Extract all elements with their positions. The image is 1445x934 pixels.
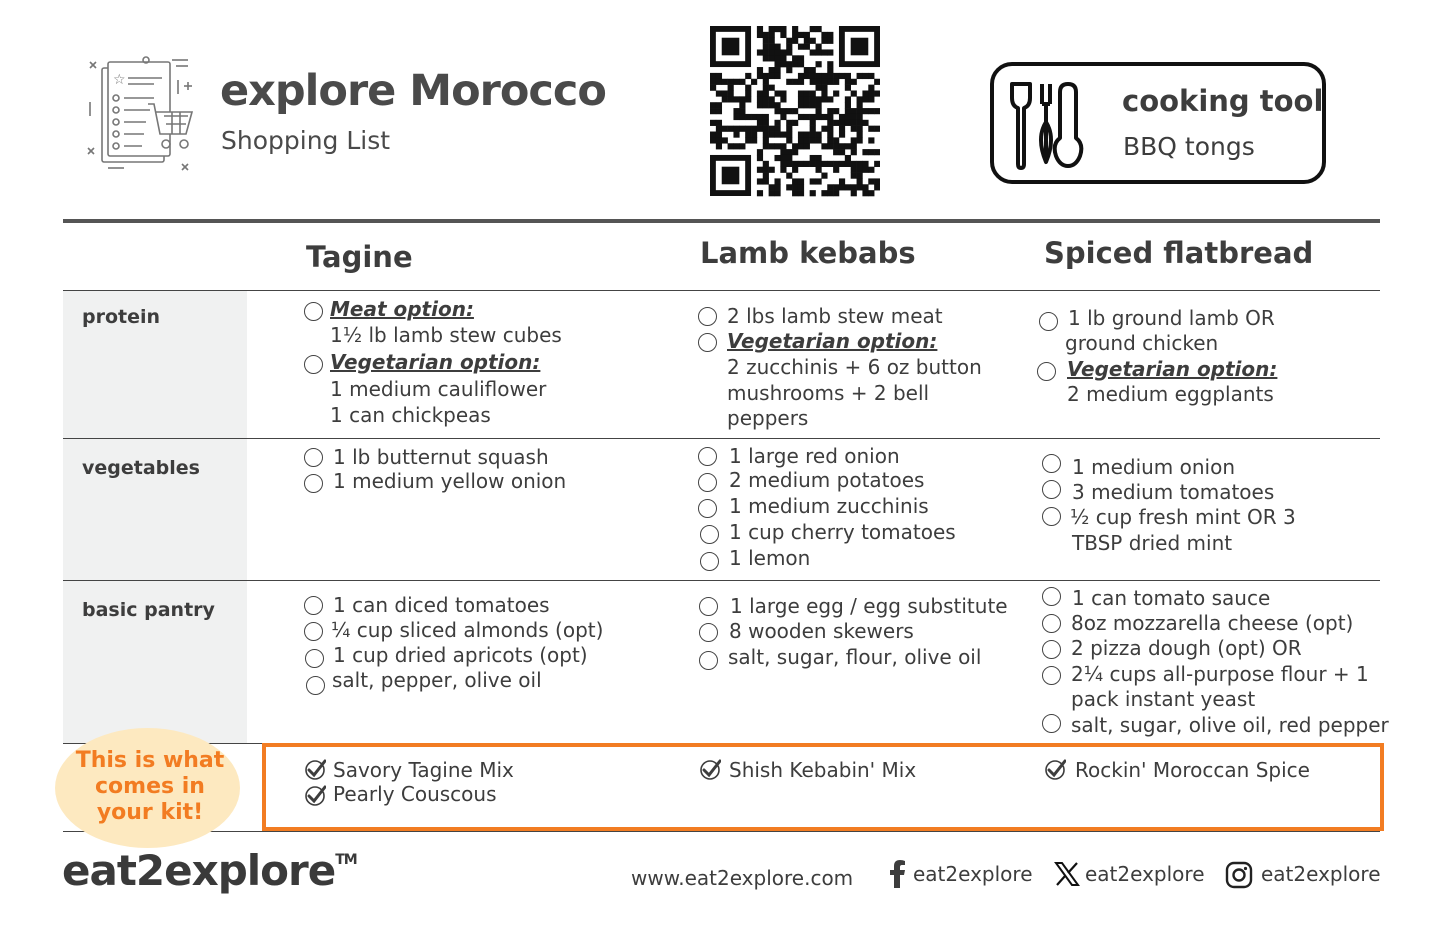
list-item: 1 large red onion — [729, 444, 900, 468]
kit-bubble-text: This is what comes in your kit! — [75, 748, 225, 825]
check-icon — [304, 785, 326, 807]
list-item: 2 pizza dough (opt) OR — [1071, 636, 1302, 660]
column-header-tagine: Tagine — [306, 240, 413, 274]
list-item: peppers — [727, 406, 809, 430]
list-item: 1 lb ground lamb OR — [1068, 306, 1275, 330]
check-icon — [699, 759, 721, 781]
list-item: Meat option: — [330, 297, 474, 321]
checkbox-circle[interactable] — [699, 623, 718, 642]
facebook-link[interactable]: eat2explore — [913, 862, 1033, 886]
checkbox-circle[interactable] — [305, 649, 324, 668]
checkbox-circle[interactable] — [699, 651, 718, 670]
list-item: 8 wooden skewers — [729, 619, 914, 643]
checkbox-circle[interactable] — [699, 597, 718, 616]
checkbox-circle[interactable] — [700, 552, 719, 571]
kit-item: Savory Tagine Mix — [333, 758, 514, 782]
checkbox-circle[interactable] — [1042, 454, 1061, 473]
list-item: Vegetarian option: — [727, 329, 938, 353]
qr-code[interactable] — [710, 26, 880, 198]
list-item: 2 medium potatoes — [729, 468, 925, 492]
x-link[interactable]: eat2explore — [1085, 862, 1205, 886]
checkbox-circle[interactable] — [1042, 640, 1061, 659]
row-divider — [63, 580, 1380, 581]
list-item: TBSP dried mint — [1072, 531, 1233, 555]
x-icon — [1054, 862, 1080, 886]
page-title: explore Morocco — [220, 66, 606, 116]
checkbox-circle[interactable] — [698, 499, 717, 518]
checkbox-circle[interactable] — [304, 622, 323, 641]
check-icon — [1044, 759, 1066, 781]
list-item: 1 can chickpeas — [330, 403, 491, 427]
list-item: 1 medium cauliflower — [330, 377, 547, 401]
list-item: pack instant yeast — [1071, 687, 1256, 711]
list-item: 1 medium zucchinis — [729, 494, 929, 518]
checkbox-circle[interactable] — [1042, 666, 1061, 685]
row-divider — [63, 831, 1380, 832]
list-item: salt, pepper, olive oil — [332, 668, 542, 692]
row-label-vegetables: vegetables — [82, 457, 200, 479]
list-item: 1 lemon — [729, 546, 811, 570]
table-top-rule — [63, 219, 1380, 223]
list-item: 1 medium yellow onion — [333, 469, 567, 493]
list-item: 2 zucchinis + 6 oz button — [727, 355, 982, 379]
checkbox-circle[interactable] — [1042, 507, 1061, 526]
list-item: 2 lbs lamb stew meat — [727, 304, 943, 328]
list-item: 3 medium tomatoes — [1072, 480, 1275, 504]
column-header-lamb-kebabs: Lamb kebabs — [700, 236, 916, 270]
checkbox-circle[interactable] — [1042, 587, 1061, 606]
check-icon — [304, 759, 326, 781]
column-header-spiced-flatbread: Spiced flatbread — [1044, 236, 1314, 270]
list-item: ¼ cup sliced almonds (opt) — [331, 618, 604, 642]
list-item: Vegetarian option: — [330, 350, 541, 374]
checkbox-circle[interactable] — [1042, 480, 1061, 499]
checkbox-circle[interactable] — [304, 474, 323, 493]
row-label-protein: protein — [82, 306, 161, 328]
cooking-tool-value: BBQ tongs — [1123, 132, 1255, 161]
checkbox-circle[interactable] — [698, 473, 717, 492]
list-item: 1½ lb lamb stew cubes — [330, 323, 562, 347]
cooking-tool-label: cooking tool — [1122, 84, 1324, 118]
checkbox-circle[interactable] — [698, 307, 717, 326]
kit-item: Rockin' Moroccan Spice — [1075, 758, 1310, 782]
list-item: 1 cup dried apricots (opt) — [333, 643, 588, 667]
checkbox-circle[interactable] — [1042, 714, 1061, 733]
brand-logo: eat2explore™ — [62, 846, 357, 895]
shopping-list-cart-icon — [84, 54, 200, 176]
list-item: 1 large egg / egg substitute — [730, 594, 1008, 618]
checkbox-circle[interactable] — [1037, 362, 1056, 381]
checkbox-circle[interactable] — [304, 355, 323, 374]
checkbox-circle[interactable] — [700, 525, 719, 544]
svg-text:☆: ☆ — [113, 72, 126, 88]
checkbox-circle[interactable] — [1042, 614, 1061, 633]
instagram-icon — [1225, 861, 1253, 889]
list-item: mushrooms + 2 bell — [727, 381, 930, 405]
checkbox-circle[interactable] — [304, 448, 323, 467]
page-subtitle: Shopping List — [221, 126, 391, 155]
list-item: 8oz mozzarella cheese (opt) — [1071, 611, 1354, 635]
kit-item: Shish Kebabin' Mix — [729, 758, 917, 782]
checkbox-circle[interactable] — [698, 333, 717, 352]
list-item: Vegetarian option: — [1067, 357, 1278, 381]
row-divider — [63, 438, 1380, 439]
checkbox-circle[interactable] — [304, 302, 323, 321]
list-item: 2¼ cups all-purpose flour + 1 — [1071, 662, 1369, 686]
list-item: ½ cup fresh mint OR 3 — [1070, 505, 1296, 529]
utensils-icon — [1006, 80, 1088, 172]
row-divider — [63, 290, 1380, 291]
list-item: 1 cup cherry tomatoes — [729, 520, 956, 544]
checkbox-circle[interactable] — [306, 676, 325, 695]
row-label-basic-pantry: basic pantry — [82, 599, 215, 621]
website-link[interactable]: www.eat2explore.com — [631, 866, 854, 890]
list-item: 1 lb butternut squash — [333, 445, 549, 469]
checkbox-circle[interactable] — [304, 596, 323, 615]
checkbox-circle[interactable] — [1039, 312, 1058, 331]
list-item: ground chicken — [1065, 331, 1219, 355]
list-item: salt, sugar, olive oil, red pepper — [1071, 713, 1389, 737]
list-item: 1 can tomato sauce — [1072, 586, 1271, 610]
kit-item: Pearly Couscous — [333, 782, 497, 806]
list-item: salt, sugar, flour, olive oil — [728, 645, 982, 669]
list-item: 1 can diced tomatoes — [333, 593, 550, 617]
list-item: 2 medium eggplants — [1067, 382, 1274, 406]
instagram-link[interactable]: eat2explore — [1261, 862, 1381, 886]
list-item: 1 medium onion — [1072, 455, 1236, 479]
checkbox-circle[interactable] — [698, 447, 717, 466]
facebook-icon — [888, 860, 908, 888]
